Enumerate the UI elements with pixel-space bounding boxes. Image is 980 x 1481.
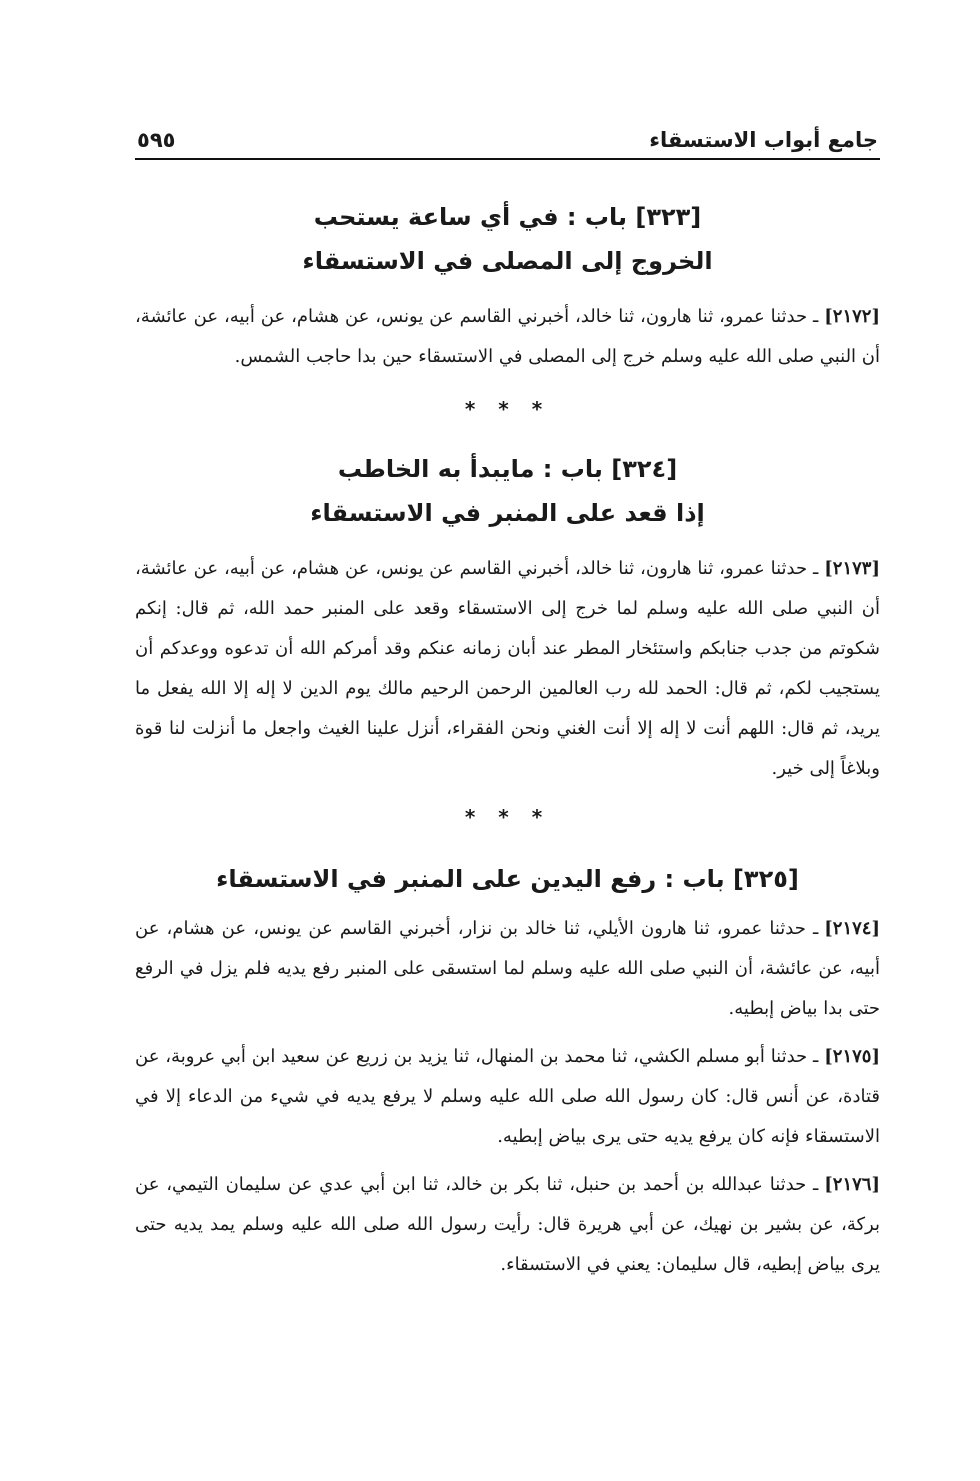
hadith-text: ـ حدثنا أبو مسلم الكشي، ثنا محمد بن المنهال، ثنا يزيد بن زريع عن سعيد ابن أبي عروبة، عن قتادة، عن أنس قال: كان رسول الله صلى الله عليه وسلم لا يرفع يديه في شيء من الدعاء إلا في الاستسقاء فإنه كان يرفع يديه حتى يرى بياض إبطيه. xyxy=(135,1046,880,1147)
chapter-heading xyxy=(135,447,880,535)
section-separator: * * * xyxy=(464,397,551,421)
hadith-number: [٢١٧٤] xyxy=(824,918,880,939)
chapter-heading xyxy=(135,857,880,901)
chapter-heading-line: الخروج إلى المصلى في الاستسقاء xyxy=(302,247,713,275)
running-title: جامع أبواب الاستسقاء xyxy=(649,128,878,152)
hadith-number: [٢١٧٢] xyxy=(824,306,880,327)
document-page xyxy=(135,120,880,1285)
chapter-heading-line: [٣٢٣] باب : في أي ساعة يستحب xyxy=(313,203,702,231)
hadith-number: [٢١٧٥] xyxy=(824,1046,880,1067)
hadith-paragraph xyxy=(135,1037,880,1157)
hadith-number: [٢١٧٦] xyxy=(824,1174,880,1195)
hadith-number: [٢١٧٣] xyxy=(824,558,880,579)
hadith-text: ـ حدثنا عبدالله بن أحمد بن حنبل، ثنا بكر بن خالد، ثنا ابن أبي عدي عن سليمان التيمي، عن بركة، عن بشير بن نهيك، عن أبي هريرة قال: رأيت رسول الله صلى الله عليه وسلم يمد يديه حتى يرى بياض إبطيه، قال سليمان: يعني في الاستسقاء. xyxy=(135,1174,881,1275)
section-separator: * * * xyxy=(464,805,551,829)
chapter-heading-line: [٣٢٤] باب : مايبدأ به الخاطب xyxy=(337,455,678,483)
hadith-text: ـ حدثنا عمرو، ثنا هارون، ثنا خالد، أخبرني القاسم عن يونس، عن هشام، عن أبيه، عن عائشة، أن النبي صلى الله عليه وسلم لما خرج إلى الاستسقاء وقعد على المنبر حمد الله، ثم قال: إنكم شكوتم من جدب جنابكم واستئخار المطر عند أبان زمانه عنكم وقد أمركم الله أن تدعوه ووعدكم أن يستجيب لكم، ثم قال: الحمد لله رب العالمين الرحمن الرحيم مالك يوم الدين لا إله إلا الله يفعل ما يريد، ثم قال: اللهم أنت لا إله إلا أنت الغني ونحن الفقراء، أنزل علينا الغيث واجعل ما أنزلت لنا قوة وبلاغاً إلى خير. xyxy=(135,558,880,779)
hadith-paragraph xyxy=(135,1165,880,1285)
chapter-heading-line: [٣٢٥] باب : رفع اليدين على المنبر في الاستسقاء xyxy=(216,865,799,893)
hadith-text: ـ حدثنا عمرو، ثنا هارون الأيلي، ثنا خالد بن نزار، أخبرني القاسم عن يونس، عن هشام، عن أبيه، عن عائشة، أن النبي صلى الله عليه وسلم لما استسقى على المنبر رفع يديه فلم يزل في الرفع حتى بدا بياض إبطيه. xyxy=(135,918,880,1019)
hadith-paragraph xyxy=(135,297,880,377)
chapter-heading-line: إذا قعد على المنبر في الاستسقاء xyxy=(310,499,705,527)
page-number: ٥٩٥ xyxy=(137,128,176,152)
hadith-paragraph xyxy=(135,909,880,1029)
running-header xyxy=(135,120,880,160)
hadith-paragraph xyxy=(135,549,880,789)
hadith-text: ـ حدثنا عمرو، ثنا هارون، ثنا خالد، أخبرني القاسم عن يونس، عن هشام، عن أبيه، عن عائشة، أن النبي صلى الله عليه وسلم خرج إلى المصلى في الاستسقاء حين بدا حاجب الشمس. xyxy=(135,306,880,367)
chapter-heading xyxy=(135,195,880,283)
